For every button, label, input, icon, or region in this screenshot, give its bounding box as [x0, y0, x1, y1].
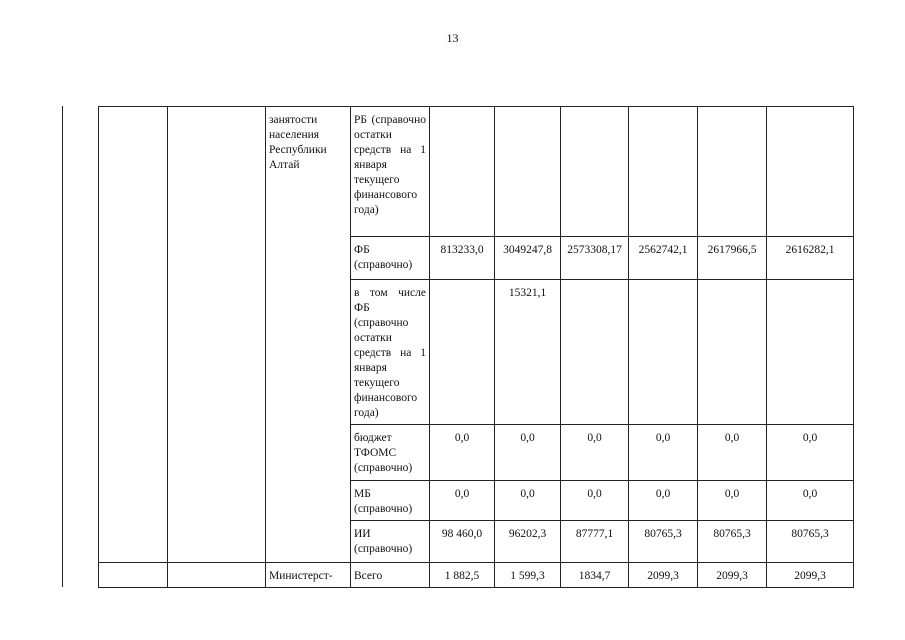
value-cell: [698, 280, 767, 425]
blank-cell-1: [99, 563, 168, 588]
value-cell: [561, 107, 629, 237]
value-cell: 0,0: [495, 425, 561, 481]
value-cell: 2099,3: [629, 563, 698, 588]
value-cell: 1 882,5: [430, 563, 495, 588]
value-cell: 2099,3: [698, 563, 767, 588]
blank-cell-2: [168, 563, 266, 588]
value-cell: 2617966,5: [698, 237, 767, 280]
value-cell: [495, 107, 561, 237]
value-cell: [629, 107, 698, 237]
org-name: занятости населения Республики Алтай: [269, 114, 327, 171]
value-cell: [629, 280, 698, 425]
value-cell: 0,0: [561, 425, 629, 481]
value-cell: 813233,0: [430, 237, 495, 280]
page-number: 13: [446, 31, 459, 45]
value-cell: 1834,7: [561, 563, 629, 588]
source-cell: ИИ (справочно): [351, 521, 430, 563]
value-cell: 0,0: [698, 425, 767, 481]
org-cell: Министерст-: [266, 563, 351, 588]
value-cell: 15321,1: [495, 280, 561, 425]
source-cell: в том числе ФБ (справочно остатки средств на 1 января текущего финансового года): [351, 280, 430, 425]
value-cell: 80765,3: [629, 521, 698, 563]
margin-rule: [62, 106, 63, 587]
value-cell: 0,0: [698, 481, 767, 521]
budget-table: [98, 106, 854, 588]
org-cell: [266, 107, 351, 563]
value-cell: 0,0: [767, 425, 854, 481]
blank-cell-2: [168, 107, 266, 563]
value-cell: 0,0: [629, 425, 698, 481]
table-row: [99, 107, 854, 237]
value-cell: 0,0: [561, 481, 629, 521]
table-row: [99, 563, 854, 588]
value-cell: 87777,1: [561, 521, 629, 563]
value-cell: 98 460,0: [430, 521, 495, 563]
value-cell: [767, 280, 854, 425]
source-cell: МБ (справочно): [351, 481, 430, 521]
value-cell: 2562742,1: [629, 237, 698, 280]
value-cell: 2573308,17: [561, 237, 629, 280]
source-cell: бюджет ТФОМС (справочно): [351, 425, 430, 481]
value-cell: [430, 107, 495, 237]
value-cell: 2099,3: [767, 563, 854, 588]
value-cell: 0,0: [430, 481, 495, 521]
value-cell: 0,0: [767, 481, 854, 521]
source-cell: РБ (справочно остатки средств на 1 января текущего финансового года): [351, 107, 430, 237]
table-body: [99, 107, 854, 588]
value-cell: [767, 107, 854, 237]
value-cell: 0,0: [495, 481, 561, 521]
value-cell: 80765,3: [767, 521, 854, 563]
value-cell: [561, 280, 629, 425]
value-cell: [698, 107, 767, 237]
value-cell: 0,0: [629, 481, 698, 521]
blank-cell-1: [99, 107, 168, 563]
value-cell: [430, 280, 495, 425]
value-cell: 3049247,8: [495, 237, 561, 280]
value-cell: 0,0: [430, 425, 495, 481]
value-cell: 1 599,3: [495, 563, 561, 588]
source-cell: Всего: [351, 563, 430, 588]
value-cell: 2616282,1: [767, 237, 854, 280]
value-cell: 80765,3: [698, 521, 767, 563]
value-cell: 96202,3: [495, 521, 561, 563]
source-cell: ФБ (справочно): [351, 237, 430, 280]
